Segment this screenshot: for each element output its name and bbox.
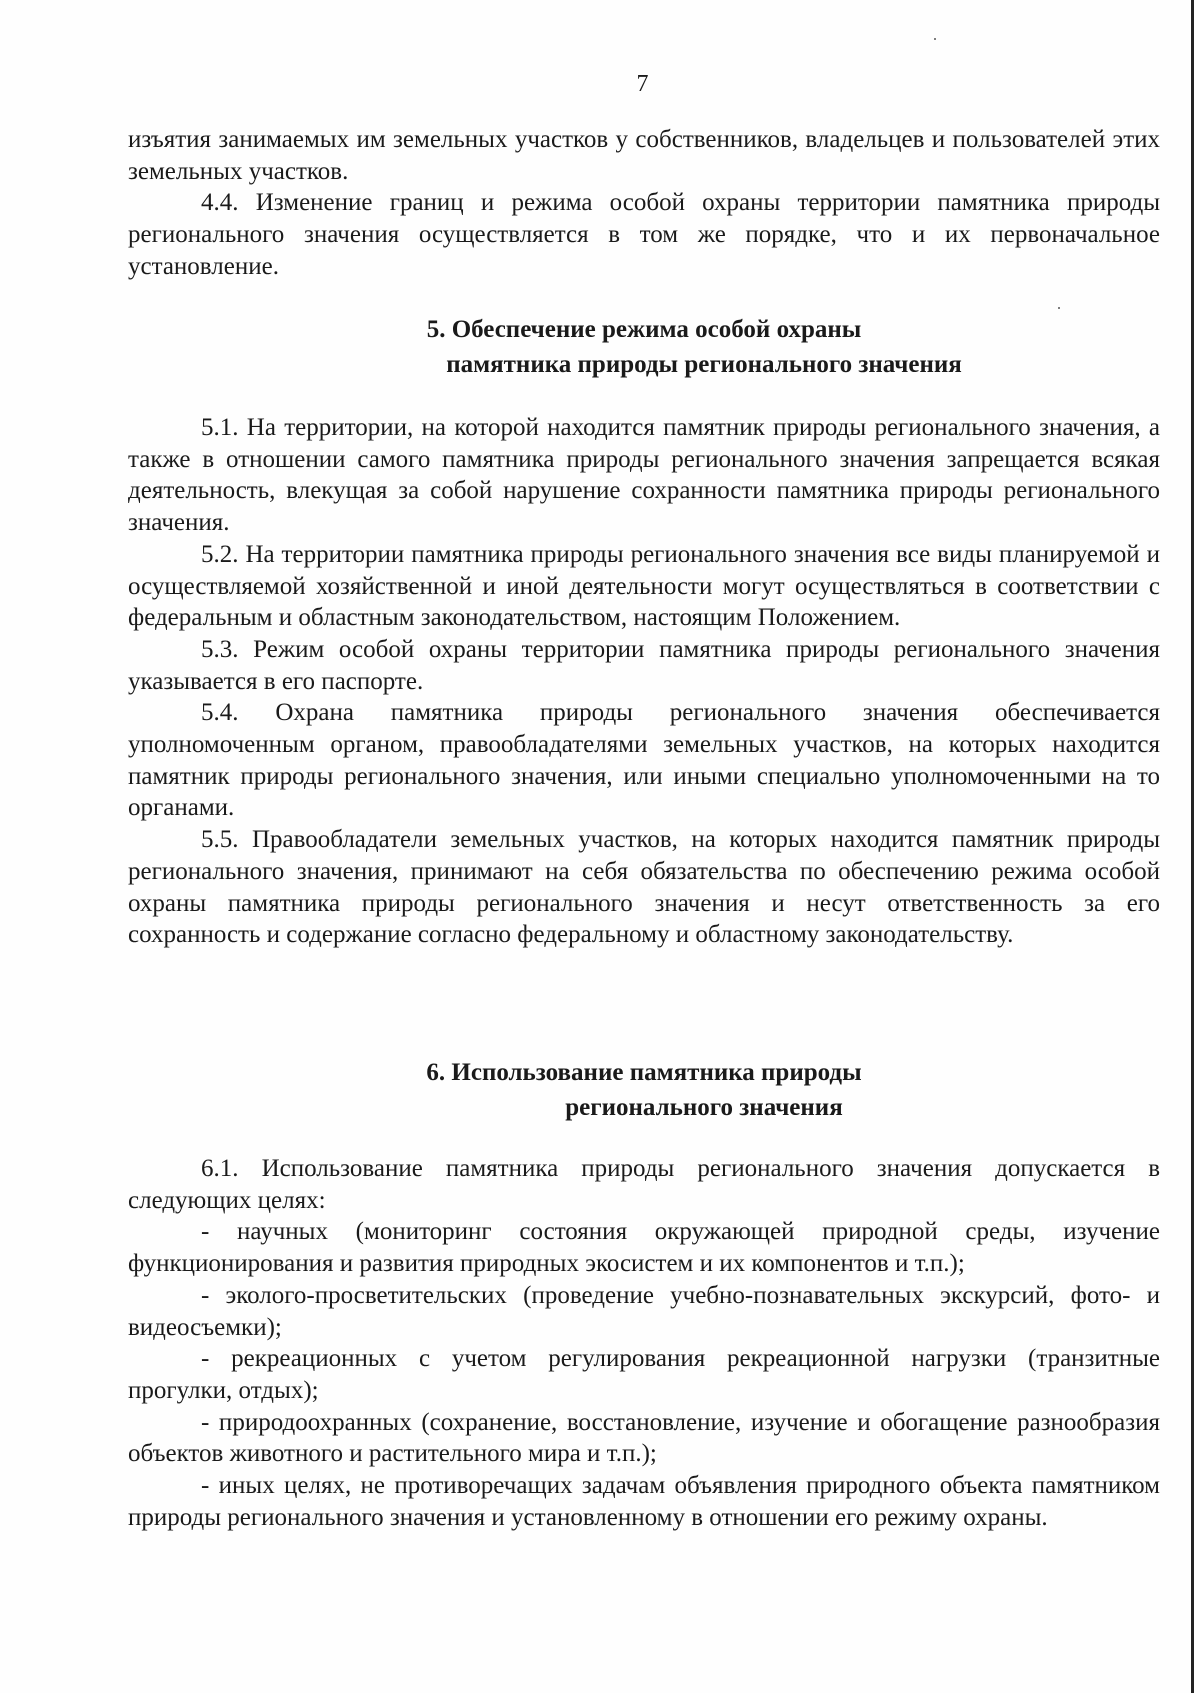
scan-speck [934, 38, 936, 40]
paragraph-6-1: 6.1. Использование памятника природы регионального значения допускается в следующих целях: [128, 1155, 1160, 1214]
list-item-other: - иных целях, не противоречащих задачам объявления природного объекта памятником природы регионального значения и установленному в отношении его режиму охраны. [128, 1472, 1160, 1531]
list-item-recreational: - рекреационных с учетом регулирования рекреационной нагрузки (транзитные прогулки, отдых); [128, 1345, 1160, 1404]
page-number: 7 [636, 71, 649, 97]
list-item-conservation: - природоохранных (сохранение, восстановление, изучение и обогащение разнообразия объектов животного и растительного мира и т.п.); [128, 1408, 1160, 1468]
scan-speck [1058, 307, 1060, 309]
section-5-heading-line-1: 5. Обеспечение режима особой охраны [426, 316, 862, 343]
scan-edge-line [1191, 0, 1194, 1693]
paragraph-5-1: 5.1. На территории, на которой находится памятник природы регионального значения, а также в отношении самого памятника природы регионального значения запрещается всякая деятельность, влекущая за собой нарушение сохранности памятника природы регионального значения. [128, 414, 1160, 537]
list-item-educational: - эколого-просветительских (проведение учебно-познавательных экскурсий, фото- и видеосъемки); [128, 1281, 1160, 1341]
paragraph: изъятия занимаемых им земельных участков у собственников, владельцев и пользователей этих земельных участков. [128, 126, 1160, 185]
paragraph-5-4: 5.4. Охрана памятника природы регионального значения обеспечивается уполномоченным органом, правообладателями земельных участков, на которых находится памятник природы регионального значения, или иными специально уполномоченными на то органами. [128, 699, 1160, 822]
section-6-heading-line-2: регионального значения [565, 1094, 843, 1121]
section-5-heading [128, 312, 1160, 382]
paragraph-5-5: 5.5. Правообладатели земельных участков, на которых находится памятник природы регионального значения, принимают на себя обязательства по обеспечению режима особой охраны памятника природы регионального значения и несут ответственность за его сохранность и содержание согласно федеральному и областному законодательству. [128, 826, 1160, 949]
intro-text [128, 124, 1160, 283]
list-item-scientific: - научных (мониторинг состояния окружающей природной среды, изучение функционирования и развития природных экосистем и их компонентов и т.п.); [128, 1218, 1160, 1278]
paragraph-4-4: 4.4. Изменение границ и режима особой охраны территории памятника природы регионального значения осуществляется в том же порядке, что и их первоначальное установление. [128, 189, 1160, 280]
paragraph-5-3: 5.3. Режим особой охраны территории памятника природы регионального значения указывается в его паспорте. [128, 635, 1160, 695]
section-6-body [128, 1153, 1160, 1533]
section-6-heading [128, 1055, 1160, 1125]
section-5-heading-line-2: памятника природы регионального значения [446, 351, 962, 378]
section-6-heading-line-1: 6. Использование памятника природы [426, 1059, 862, 1086]
section-5-body [128, 412, 1160, 951]
paragraph-5-2: 5.2. На территории памятника природы регионального значения все виды планируемой и осуществляемой хозяйственной и иной деятельности могут осуществляться в соответствии с федеральным и областным законодательством, настоящим Положением. [128, 540, 1160, 632]
